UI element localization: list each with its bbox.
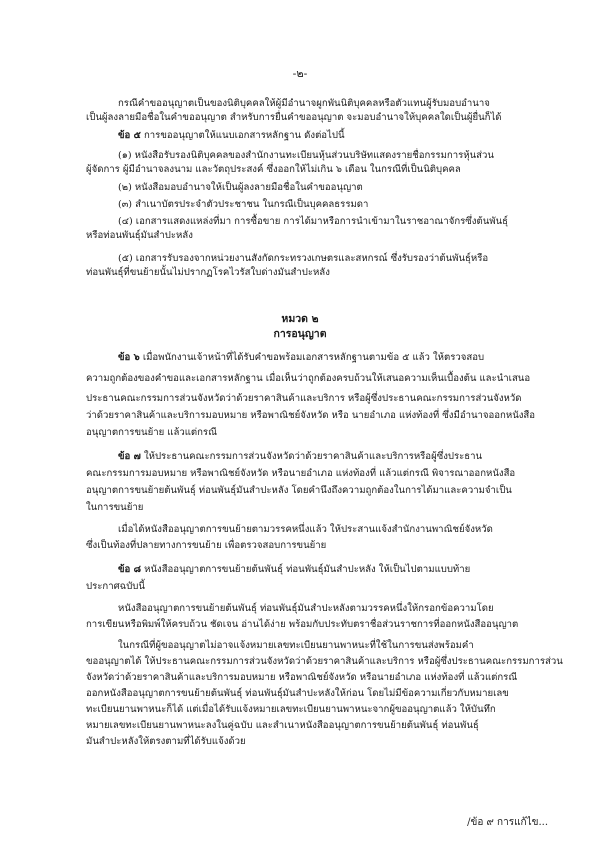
text-line: (๕) เอกสารรับรองจากหน่วยงานสังกัดกระทรวงเกษตรและสหกรณ์ ซึ่งรับรองว่าต้นพันธุ์หรือ — [118, 253, 489, 264]
clause-text: เมื่อพนักงานเจ้าหน้าที่ได้รับคำขอพร้อมเอกสารหลักฐานตามข้อ ๕ แล้ว ให้ตรวจสอบ — [142, 352, 485, 363]
text-line: หนังสืออนุญาตการขนย้ายต้นพันธุ์ ท่อนพันธุ์มันสำปะหลังตามวรรคหนึ่งให้กรอกข้อความโดย — [118, 603, 494, 614]
text-line: อนุญาตการขนย้าย แล้วแต่กรณี — [86, 427, 217, 438]
text-line: ออกหนังสืออนุญาตการขนย้ายต้นพันธุ์ ท่อนพันธุ์มันสำปะหลังให้ก่อน โดยไม่มีข้อความเกี่ยวกับหมายเลข — [86, 688, 509, 699]
text-line: หรือท่อนพันธุ์มันสำปะหลัง — [86, 230, 193, 241]
text-line: จังหวัดว่าด้วยราคาสินค้าและบริการมอบหมาย หรือพาณิชย์จังหวัด หรือนายอำเภอ แห่งท้องที่ แล้วแต่กรณี — [86, 672, 518, 683]
clause-5 — [118, 130, 345, 142]
clause-label: ข้อ ๕ — [118, 130, 141, 141]
clause-8 — [118, 564, 470, 576]
text-line: (๒) หนังสือมอบอำนาจให้เป็นผู้ลงลายมือชื่อในคำขออนุญาต — [118, 182, 363, 193]
clause-text: หนังสืออนุญาตการขนย้ายต้นพันธุ์ ท่อนพันธุ์มันสำปะหลัง ให้เป็นไปตามแบบท้าย — [144, 564, 471, 575]
clause-label: ข้อ ๘ — [118, 564, 142, 575]
text-line: ท่อนพันธุ์ที่ขนย้ายนั้นไม่ปรากฏโรคไวรัสใบด่างมันสำปะหลัง — [86, 267, 330, 278]
text-line: เมื่อได้หนังสืออนุญาตการขนย้ายตามวรรคหนึ่งแล้ว ให้ประสานแจ้งสำนักงานพาณิชย์จังหวัด — [118, 524, 493, 535]
text-line: กรณีคำขออนุญาตเป็นของนิติบุคคลให้ผู้มีอำนาจผูกพันนิติบุคคลหรือตัวแทนผู้รับมอบอำนาจ — [118, 98, 490, 109]
text-line: ประธานคณะกรรมการส่วนจังหวัดว่าด้วยราคาสินค้าและบริการ หรือผู้ซึ่งประธานคณะกรรมการส่วนจังหวัด — [86, 393, 522, 404]
text-line: ทะเบียนยานพาหนะก็ได้ แต่เมื่อได้รับแจ้งหมายเลขทะเบียนยานพาหนะจากผู้ขออนุญาตแล้ว ให้บันทึก — [86, 704, 496, 715]
chapter-title: การอนุญาต — [273, 328, 327, 340]
chapter-number: หมวด ๒ — [281, 313, 319, 325]
text-line: ขออนุญาตได้ ให้ประธานคณะกรรมการส่วนจังหวัดว่าด้วยราคาสินค้าและบริการ หรือผู้ซึ่งประธานคณะกรรมการส่วน — [86, 656, 563, 667]
text-line: การเขียนหรือพิมพ์ให้ครบถ้วน ชัดเจน อ่านได้ง่าย พร้อมกับประทับตราชื่อส่วนราชการที่ออกหนังสืออนุญาต — [86, 619, 519, 630]
clause-7 — [118, 451, 482, 463]
text-line: มันสำปะหลังให้ตรงตามที่ได้รับแจ้งด้วย — [86, 736, 246, 747]
clause-text: ให้ประธานคณะกรรมการส่วนจังหวัดว่าด้วยราคาสินค้าและบริการหรือผู้ซึ่งประธาน — [143, 451, 483, 462]
text-line: อนุญาตการขนย้ายต้นพันธุ์ ท่อนพันธุ์มันสำปะหลัง โดยคำนึงถึงความถูกต้องในการได้มาและความจำเป็น — [86, 485, 512, 496]
text-line: ในการขนย้าย — [86, 502, 144, 513]
text-line: หมายเลขทะเบียนยานพาหนะลงในคู่ฉบับ และสำเนาหนังสืออนุญาตการขนย้ายต้นพันธุ์ ท่อนพันธุ์ — [86, 720, 479, 731]
text-line: คณะกรรมการมอบหมาย หรือพาณิชย์จังหวัด หรือนายอำเภอ แห่งท้องที่ แล้วแต่กรณี พิจารณาออกหนังสือ — [86, 468, 516, 479]
text-line: ว่าด้วยราคาสินค้าและบริการมอบหมาย หรือพาณิชย์จังหวัด หรือ นายอำเภอ แห่งท้องที่ ซึ่งมีอำนาจออกหนังสือ — [86, 410, 536, 421]
text-line: ซึ่งเป็นท้องที่ปลายทางการขนย้าย เพื่อตรวจสอบการขนย้าย — [86, 540, 327, 551]
text-line: (๑) หนังสือรับรองนิติบุคคลของสำนักงานทะเบียนหุ้นส่วนบริษัทแสดงรายชื่อกรรมการหุ้นส่วน — [118, 150, 494, 161]
text-line: ในกรณีที่ผู้ขออนุญาตไม่อาจแจ้งหมายเลขทะเบียนยานพาหนะที่ใช้ในการขนส่งพร้อมคำ — [118, 640, 474, 651]
text-line: (๓) สำเนาบัตรประจำตัวประชาชน ในกรณีเป็นบุคคลธรรมดา — [118, 199, 369, 210]
text-line: (๔) เอกสารแสดงแหล่งที่มา การซื้อขาย การได้มาหรือการนำเข้ามาในราชอาณาจักรซึ่งต้นพันธุ์ — [118, 216, 509, 227]
text-line: ผู้จัดการ ผู้มีอำนาจลงนาม และวัตถุประสงค์ ซึ่งออกให้ไม่เกิน ๖ เดือน ในกรณีที่เป็นนิติบุคคล — [86, 164, 461, 175]
clause-label: ข้อ ๖ — [118, 352, 140, 363]
clause-6 — [118, 352, 484, 364]
continuation-note: /ข้อ ๙ การแก้ไข... — [467, 817, 548, 828]
page-number: -๒- — [292, 67, 308, 80]
clause-text: การขออนุญาตให้แนบเอกสารหลักฐาน ดังต่อไปนี้ — [143, 130, 345, 141]
text-line: เป็นผู้ลงลายมือชื่อในคำขออนุญาต สำหรับการยื่นคำขออนุญาต จะมอบอำนาจให้บุคคลใดเป็นผู้ยื่นก็ได้ — [86, 112, 502, 123]
text-line: ความถูกต้องของคำขอและเอกสารหลักฐาน เมื่อเห็นว่าถูกต้องครบถ้วนให้เสนอความเห็นเบื้องต้น และนำเสนอ — [86, 373, 531, 384]
clause-label: ข้อ ๗ — [118, 451, 141, 462]
text-line: ประกาศฉบับนี้ — [86, 581, 145, 592]
